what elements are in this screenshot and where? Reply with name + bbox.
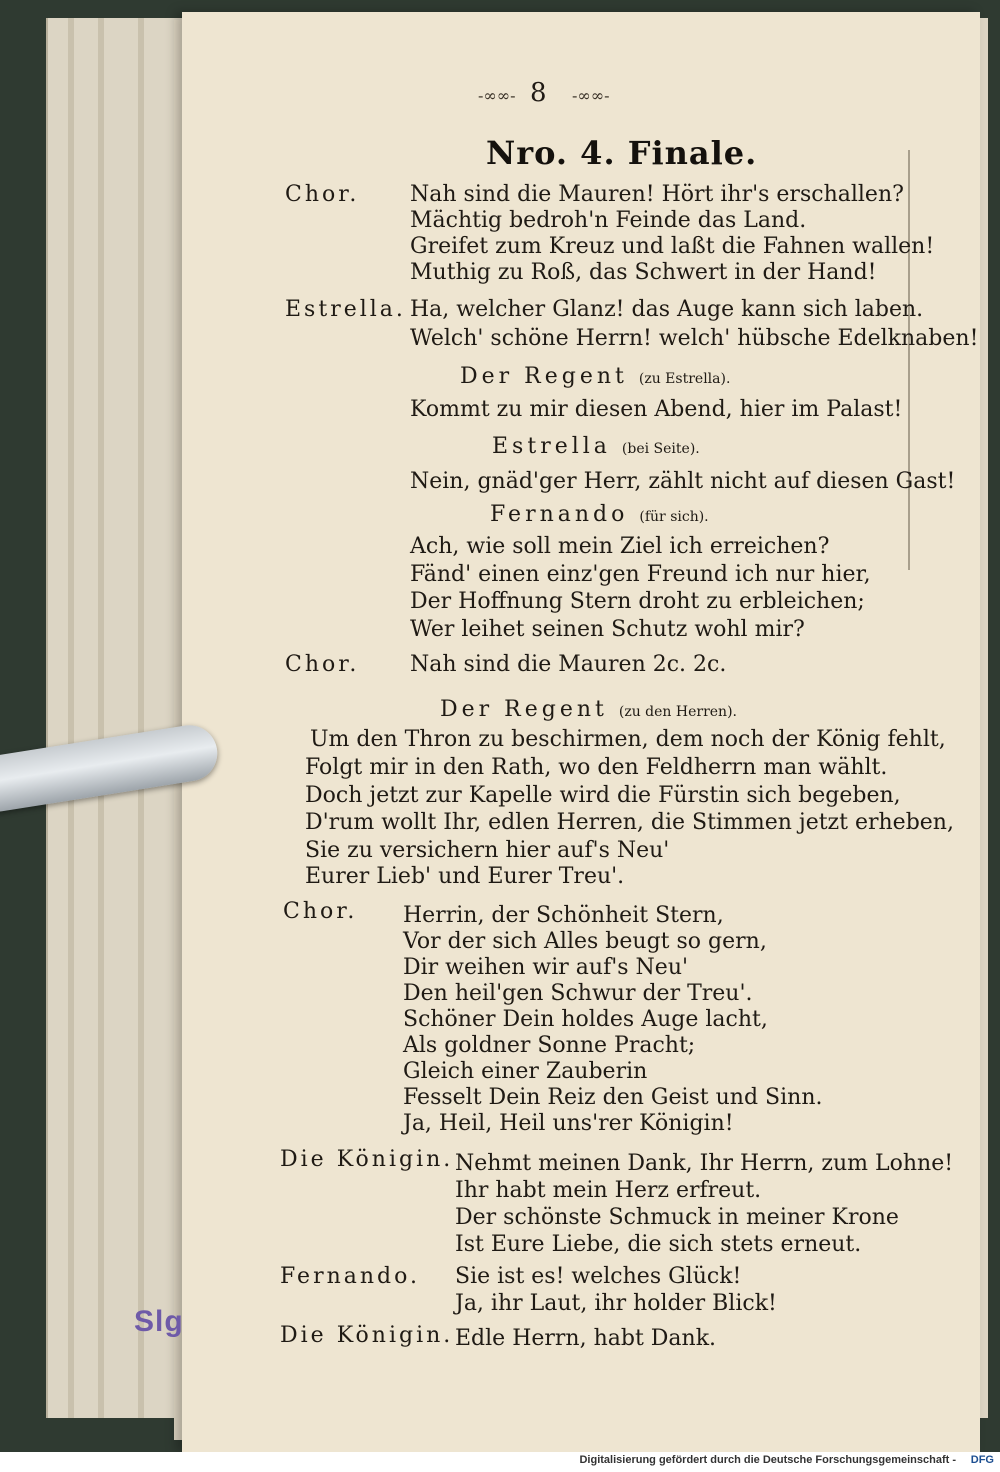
verse-line: Nein, gnäd'ger Herr, zählt nicht auf diesen Gast! (410, 469, 956, 494)
bleed-rule (908, 150, 910, 570)
verse-line: Als goldner Sonne Pracht; (403, 1033, 696, 1058)
dfg-logo: DFG (970, 1454, 994, 1466)
page-edge-strip (68, 18, 74, 1418)
verse-line: Nehmt meinen Dank, Ihr Herrn, zum Lohne! (455, 1151, 954, 1176)
verse-line: Um den Thron zu beschirmen, dem noch der König fehlt, (310, 727, 946, 752)
verse-line: Edle Herrn, habt Dank. (455, 1326, 717, 1351)
speaker-label: Die Königin. (280, 1147, 454, 1172)
speaker-label: Chor. (283, 899, 358, 924)
speaker-label: Chor. (285, 652, 360, 677)
speaker-name: Estrella (492, 434, 611, 459)
page-number: 8 (530, 78, 547, 108)
page-edge-strip (138, 18, 144, 1418)
page-edge-strip (98, 18, 104, 1418)
centered-speaker (460, 364, 730, 389)
speaker-label: Chor. (285, 182, 360, 207)
verse-line: Ach, wie soll mein Ziel ich erreichen? (410, 534, 830, 559)
speaker-name: Der Regent (460, 364, 628, 389)
verse-line: Der Hoffnung Stern droht zu erbleichen; (410, 589, 865, 614)
verse-line: Wer leihet seinen Schutz wohl mir? (410, 617, 805, 642)
verse-line: Folgt mir in den Rath, wo den Feldherrn man wählt. (305, 755, 888, 780)
verse-line: Ihr habt mein Herz erfreut. (455, 1178, 762, 1203)
speaker-label: Die Königin. (280, 1323, 454, 1348)
speaker-label: Estrella. (285, 297, 406, 322)
verse-line: Ha, welcher Glanz! das Auge kann sich laben. (410, 297, 924, 322)
verse-line: Mächtig bedroh'n Feinde das Land. (410, 208, 807, 233)
centered-speaker (440, 697, 737, 722)
stage-direction: (für sich). (639, 509, 709, 525)
verse-line: D'rum wollt Ihr, edlen Herren, die Stimmen jetzt erheben, (305, 810, 954, 835)
verse-line: Welch' schöne Herrn! welch' hübsche Edelknaben! (410, 326, 979, 351)
funding-credit: Digitalisierung gefördert durch die Deutsche Forschungsgemeinschaft - (579, 1454, 956, 1466)
verse-line: Herrin, der Schönheit Stern, (403, 903, 724, 928)
ornament-right: -∞∞- (572, 86, 610, 105)
verse-line: Vor der sich Alles beugt so gern, (403, 929, 767, 954)
speaker-name: Fernando (490, 502, 629, 527)
centered-speaker (492, 434, 700, 459)
verse-line: Dir weihen wir auf's Neu' (403, 955, 689, 980)
verse-line: Fänd' einen einz'gen Freund ich nur hier, (410, 562, 871, 587)
verse-line: Gleich einer Zauberin (403, 1059, 648, 1084)
ornament-left: -∞∞- (478, 86, 516, 105)
verse-line: Schöner Dein holdes Auge lacht, (403, 1007, 768, 1032)
stage-direction: (zu Estrella). (638, 371, 731, 387)
verse-line: Sie ist es! welches Glück! (455, 1264, 742, 1289)
verse-line: Ist Eure Liebe, die sich stets erneut. (455, 1232, 862, 1257)
verse-line: Sie zu versichern hier auf's Neu' (305, 838, 670, 863)
verse-line: Kommt zu mir diesen Abend, hier im Palast! (410, 397, 903, 422)
verse-line: Muthig zu Roß, das Schwert in der Hand! (410, 260, 877, 285)
verse-line: Ja, Heil, Heil uns'rer Königin! (403, 1111, 734, 1136)
verse-line: Greifet zum Kreuz und laßt die Fahnen wallen! (410, 234, 935, 259)
verse-line: Doch jetzt zur Kapelle wird die Fürstin sich begeben, (305, 783, 901, 808)
verse-line: Ja, ihr Laut, ihr holder Blick! (455, 1291, 777, 1316)
verse-line: Nah sind die Mauren! Hört ihr's erschallen? (410, 182, 904, 207)
verse-line: Nah sind die Mauren 2c. 2c. (410, 652, 727, 677)
verse-line: Eurer Lieb' und Eurer Treu'. (305, 864, 625, 889)
speaker-label: Fernando. (280, 1264, 420, 1289)
centered-speaker (490, 502, 709, 527)
verse-line: Der schönste Schmuck in meiner Krone (455, 1205, 899, 1230)
verse-line: Den heil'gen Schwur der Treu'. (403, 981, 753, 1006)
stage-direction: (bei Seite). (621, 441, 700, 457)
section-heading: Nro. 4. Finale. (486, 134, 758, 172)
library-stamp: Slg (134, 1305, 184, 1338)
speaker-name: Der Regent (440, 697, 608, 722)
stage-direction: (zu den Herren). (618, 704, 737, 720)
verse-line: Fesselt Dein Reiz den Geist und Sinn. (403, 1085, 823, 1110)
